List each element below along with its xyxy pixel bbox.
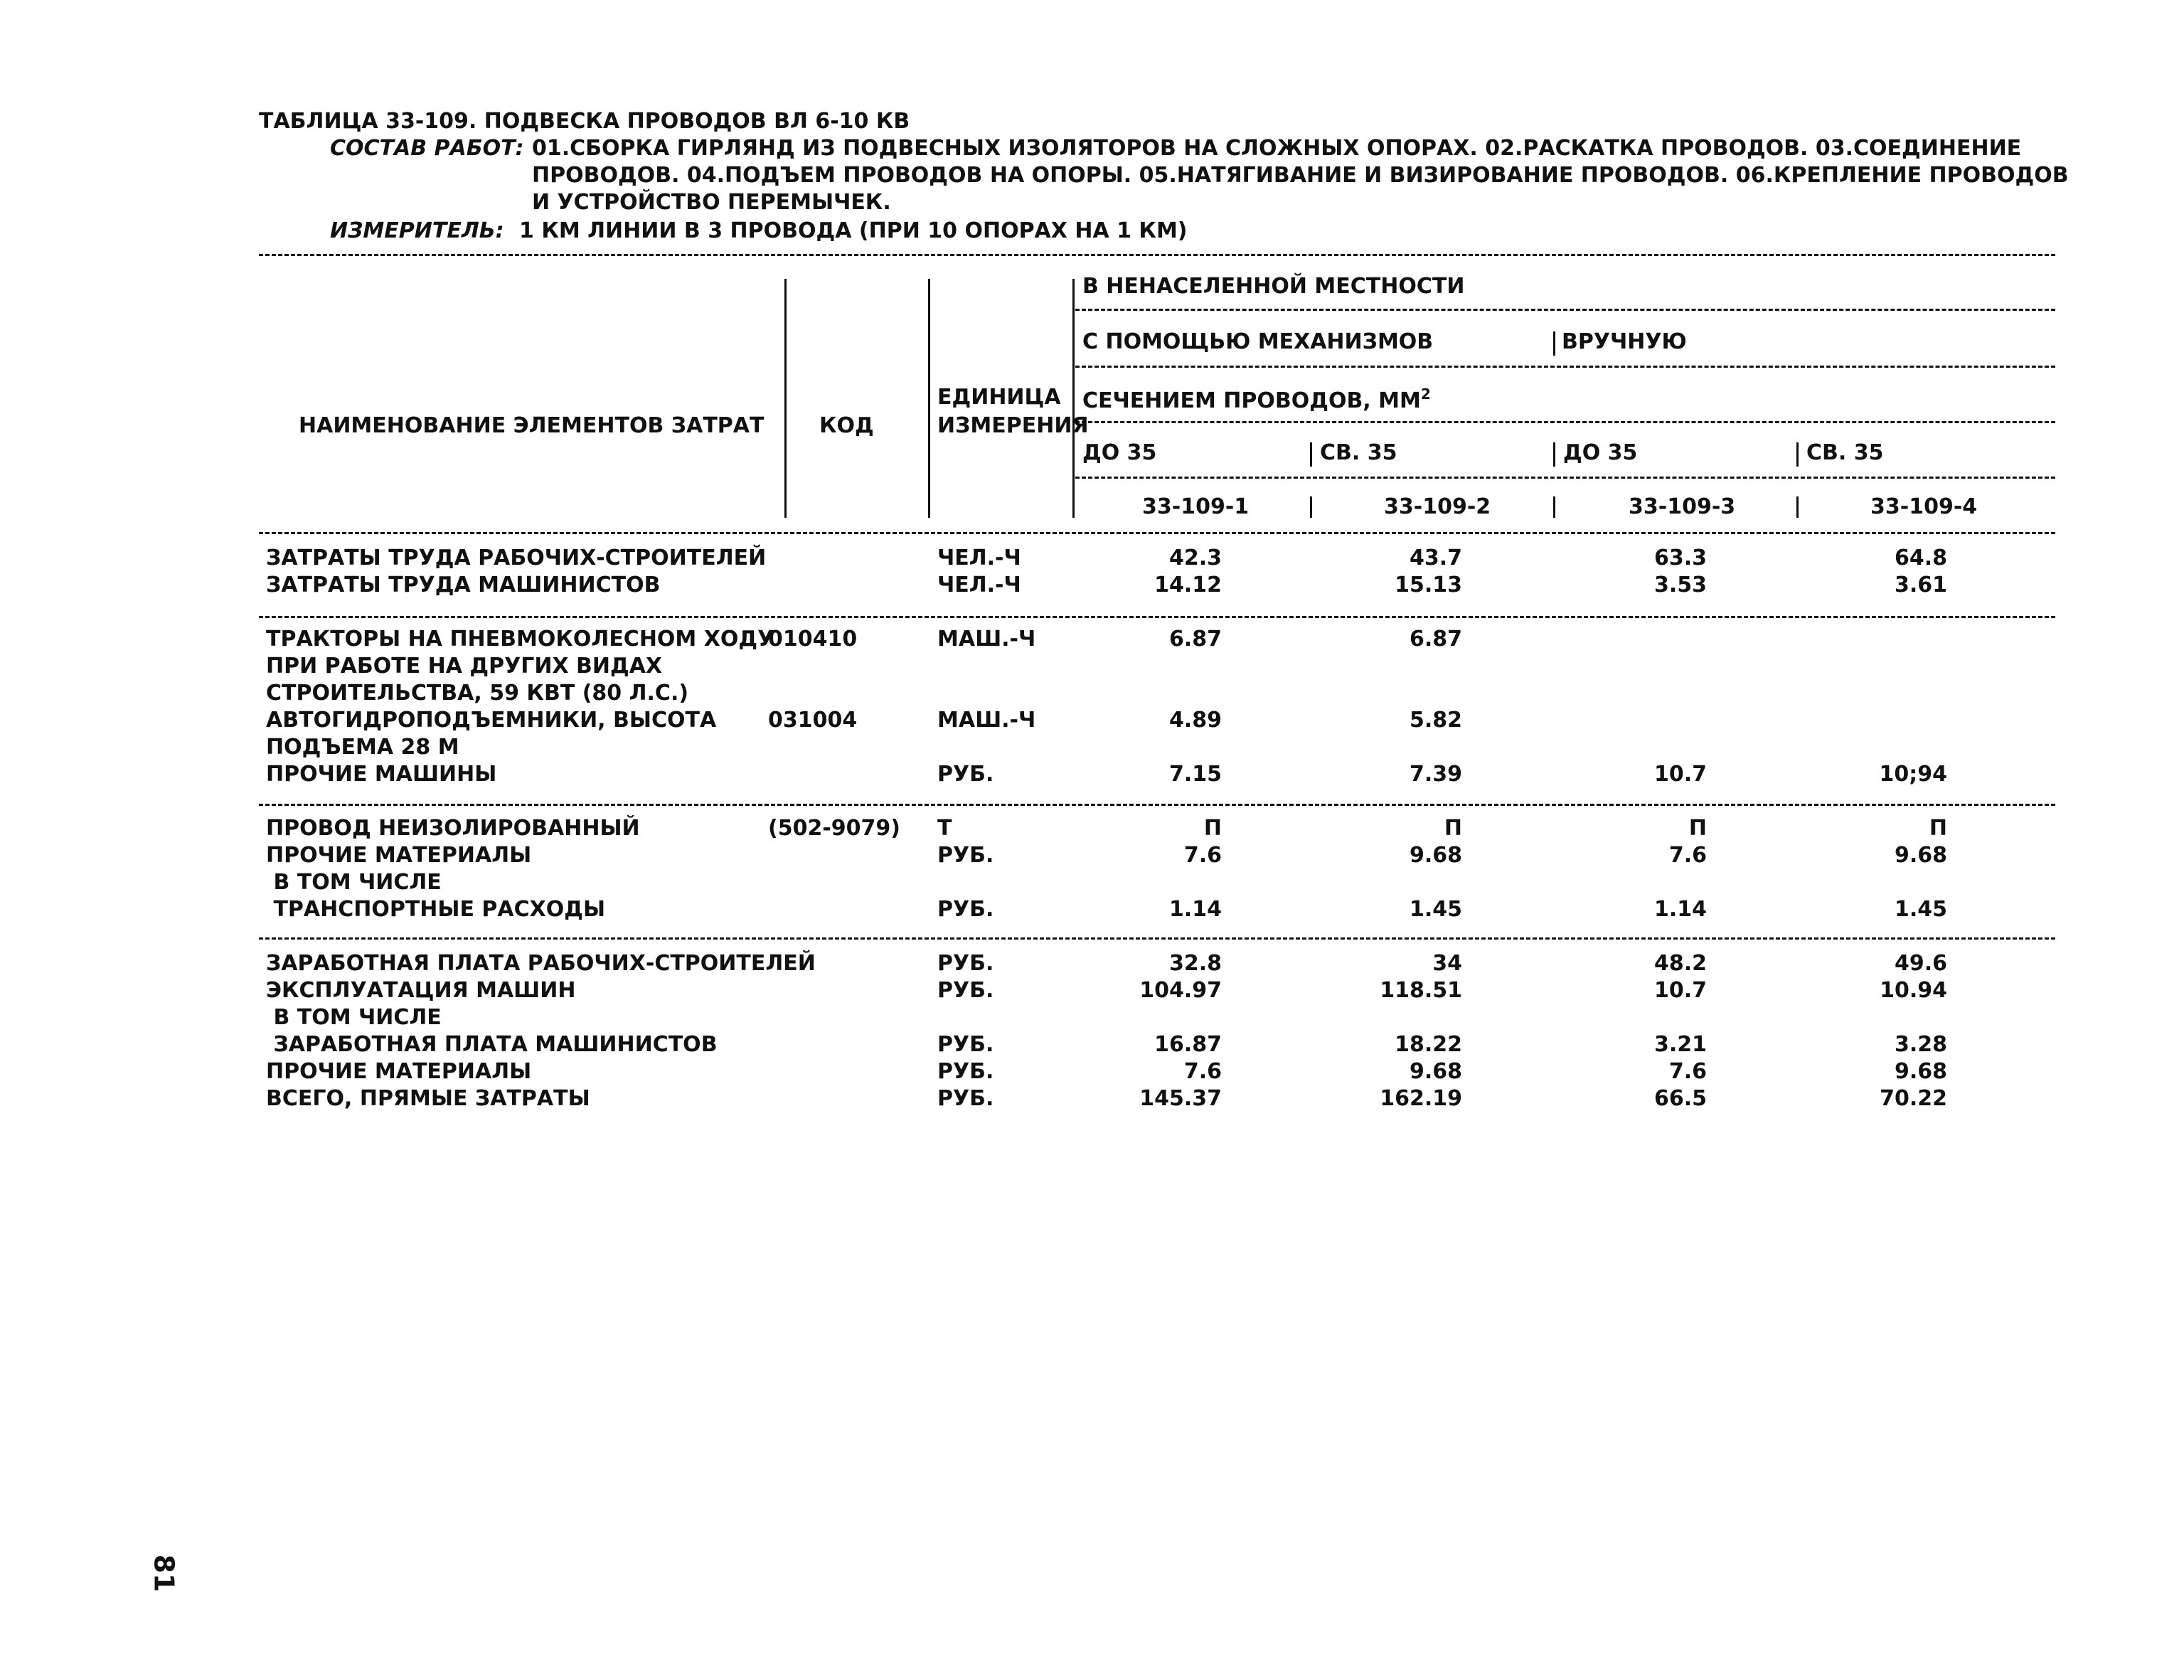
row-value-1: П	[1203, 816, 1222, 841]
row-unit: РУБ.	[937, 1032, 994, 1057]
row-value-2: 15.13	[1395, 573, 1462, 597]
header-section-text: СЕЧЕНИЕМ ПРОВОДОВ, ММ	[1082, 388, 1421, 413]
row-value-3: 1.14	[1653, 897, 1707, 922]
row-name: ТРАКТОРЫ НА ПНЕВМОКОЛЕСНОМ ХОДУ	[266, 627, 774, 652]
row-value-2: 118.51	[1380, 978, 1462, 1003]
header-section	[1082, 387, 1431, 412]
meter-label: ИЗМЕРИТЕЛЬ:	[330, 218, 504, 243]
row-value-2: 9.68	[1409, 1059, 1462, 1084]
row-value-4: П	[1929, 816, 1947, 841]
row-name: ПОДЪЕМА 28 М	[266, 735, 459, 760]
row-unit: РУБ.	[937, 978, 994, 1003]
row-value-1: 16.87	[1154, 1032, 1222, 1057]
header-sub-3: ДО 35	[1563, 440, 1638, 465]
col-divider	[1796, 442, 1799, 467]
row-name: ПРОВОД НЕИЗОЛИРОВАННЫЙ	[266, 816, 640, 841]
col-divider	[1310, 442, 1312, 467]
row-unit: РУБ.	[937, 1059, 994, 1084]
page-number: 81	[148, 1554, 180, 1593]
row-value-2: 34	[1432, 951, 1462, 976]
row-value-1: 42.3	[1168, 546, 1222, 570]
row-unit: ЧЕЛ.-Ч	[937, 546, 1021, 570]
col-divider	[1553, 496, 1555, 518]
row-name: ПРИ РАБОТЕ НА ДРУГИХ ВИДАХ	[266, 654, 663, 679]
rule	[1075, 421, 2055, 423]
col-divider	[928, 279, 930, 518]
row-unit: РУБ.	[937, 951, 994, 976]
row-value-3: 48.2	[1653, 951, 1707, 976]
row-value-2: 5.82	[1409, 708, 1462, 733]
row-code: 010410	[768, 627, 858, 652]
row-unit: Т	[937, 816, 952, 841]
composition-line-2: ПРОВОДОВ. 04.ПОДЪЕМ ПРОВОДОВ НА ОПОРЫ. 05.НАТЯГИВАНИЕ И ВИЗИРОВАНИЕ ПРОВОДОВ. 06.КРЕПЛЕНИЕ ПРОВОДОВ	[532, 163, 2069, 188]
row-name: В ТОМ ЧИСЛЕ	[266, 1005, 442, 1030]
rule	[259, 254, 2055, 256]
row-name: ЗАТРАТЫ ТРУДА РАБОЧИХ-СТРОИТЕЛЕЙ	[266, 546, 767, 570]
row-value-4: 3.28	[1894, 1032, 1947, 1057]
row-value-1: 7.6	[1183, 1059, 1222, 1084]
col-divider	[1553, 442, 1555, 467]
header-section-sup: 2	[1420, 386, 1431, 403]
row-name: ПРОЧИЕ МАТЕРИАЛЫ	[266, 1059, 532, 1084]
header-area: В НЕНАСЕЛЕННОЙ МЕСТНОСТИ	[1082, 274, 1465, 299]
row-name: ТРАНСПОРТНЫЕ РАСХОДЫ	[266, 897, 606, 922]
table-title: ТАБЛИЦА 33-109. ПОДВЕСКА ПРОВОДОВ ВЛ 6-10 КВ	[259, 109, 910, 134]
header-code-2: 33-109-2	[1384, 494, 1491, 519]
row-unit: МАШ.-Ч	[937, 708, 1036, 733]
header-code-4: 33-109-4	[1870, 494, 1978, 519]
row-value-1: 7.15	[1168, 762, 1222, 787]
row-value-3: 3.21	[1653, 1032, 1707, 1057]
row-value-4: 70.22	[1880, 1086, 1947, 1111]
row-value-4: 3.61	[1894, 573, 1947, 597]
row-value-2: 6.87	[1409, 627, 1462, 652]
row-value-2: 162.19	[1380, 1086, 1462, 1111]
row-value-3: П	[1688, 816, 1707, 841]
row-name: ПРОЧИЕ МАТЕРИАЛЫ	[266, 843, 532, 868]
row-name: АВТОГИДРОПОДЪЕМНИКИ, ВЫСОТА	[266, 708, 717, 733]
row-value-2: П	[1444, 816, 1462, 841]
row-value-4: 64.8	[1894, 546, 1947, 570]
header-manual: ВРУЧНУЮ	[1562, 329, 1687, 354]
row-name: ЭКСПЛУАТАЦИЯ МАШИН	[266, 978, 576, 1003]
rule	[1075, 309, 2055, 311]
col-divider	[784, 279, 787, 518]
rule	[1075, 366, 2055, 368]
row-unit: РУБ.	[937, 1086, 994, 1111]
row-value-2: 1.45	[1409, 897, 1462, 922]
rule	[1075, 477, 2055, 479]
col-header-unit-2: ИЗМЕРЕНИЯ	[937, 413, 1089, 438]
row-name: ЗАРАБОТНАЯ ПЛАТА РАБОЧИХ-СТРОИТЕЛЕЙ	[266, 951, 816, 976]
row-unit: ЧЕЛ.-Ч	[937, 573, 1021, 597]
row-value-2: 18.22	[1395, 1032, 1462, 1057]
composition-line-3: И УСТРОЙСТВО ПЕРЕМЫЧЕК.	[532, 190, 891, 215]
row-name: В ТОМ ЧИСЛЕ	[266, 870, 442, 895]
row-value-1: 14.12	[1154, 573, 1222, 597]
row-value-1: 7.6	[1183, 843, 1222, 868]
meter-value: 1 КМ ЛИНИИ В 3 ПРОВОДА (ПРИ 10 ОПОРАХ НА 1 КМ)	[519, 218, 1188, 243]
row-name: ВСЕГО, ПРЯМЫЕ ЗАТРАТЫ	[266, 1086, 590, 1111]
row-value-3: 10.7	[1653, 762, 1707, 787]
col-header-name: НАИМЕНОВАНИЕ ЭЛЕМЕНТОВ ЗАТРАТ	[299, 413, 765, 438]
row-value-4: 49.6	[1894, 951, 1947, 976]
row-unit: РУБ.	[937, 843, 994, 868]
row-value-2: 43.7	[1409, 546, 1462, 570]
row-value-1: 145.37	[1139, 1086, 1222, 1111]
header-sub-4: СВ. 35	[1806, 440, 1884, 465]
col-divider	[1310, 496, 1312, 518]
row-value-1: 104.97	[1139, 978, 1222, 1003]
row-name: СТРОИТЕЛЬСТВА, 59 КВТ (80 Л.С.)	[266, 681, 689, 706]
row-value-1: 6.87	[1168, 627, 1222, 652]
row-value-1: 4.89	[1168, 708, 1222, 733]
rule	[259, 937, 2055, 940]
col-divider	[1072, 279, 1075, 518]
rule	[259, 616, 2055, 618]
col-divider	[1553, 331, 1555, 356]
col-header-unit-1: ЕДИНИЦА	[937, 385, 1061, 410]
row-code: 031004	[768, 708, 858, 733]
row-value-4: 9.68	[1894, 843, 1947, 868]
row-value-4: 10.94	[1880, 978, 1947, 1003]
row-unit: РУБ.	[937, 897, 994, 922]
header-sub-1: ДО 35	[1082, 440, 1157, 465]
row-value-3: 63.3	[1653, 546, 1707, 570]
rule	[259, 532, 2055, 534]
rule	[259, 804, 2055, 806]
row-name: ЗАРАБОТНАЯ ПЛАТА МАШИНИСТОВ	[266, 1032, 718, 1057]
row-value-2: 9.68	[1409, 843, 1462, 868]
row-unit: РУБ.	[937, 762, 994, 787]
col-divider	[1796, 496, 1799, 518]
row-value-1: 1.14	[1168, 897, 1222, 922]
row-unit: МАШ.-Ч	[937, 627, 1036, 652]
header-code-1: 33-109-1	[1142, 494, 1250, 519]
header-mech: С ПОМОЩЬЮ МЕХАНИЗМОВ	[1082, 329, 1434, 354]
row-value-3: 7.6	[1668, 843, 1707, 868]
row-value-1: 32.8	[1168, 951, 1222, 976]
row-value-4: 1.45	[1894, 897, 1947, 922]
row-value-4: 9.68	[1894, 1059, 1947, 1084]
col-header-code: КОД	[819, 413, 874, 438]
composition-label: СОСТАВ РАБОТ:	[330, 136, 524, 161]
composition-line-1: 01.СБОРКА ГИРЛЯНД ИЗ ПОДВЕСНЫХ ИЗОЛЯТОРОВ НА СЛОЖНЫХ ОПОРАХ. 02.РАСКАТКА ПРОВОДОВ. 03.СОЕДИНЕНИЕ	[532, 136, 2022, 161]
row-value-3: 66.5	[1653, 1086, 1707, 1111]
header-sub-2: СВ. 35	[1320, 440, 1397, 465]
row-value-3: 7.6	[1668, 1059, 1707, 1084]
row-code: (502-9079)	[768, 816, 900, 841]
header-code-3: 33-109-3	[1629, 494, 1736, 519]
row-name: ПРОЧИЕ МАШИНЫ	[266, 762, 497, 787]
row-value-3: 10.7	[1653, 978, 1707, 1003]
row-value-4: 10;94	[1879, 762, 1947, 787]
row-value-2: 7.39	[1409, 762, 1462, 787]
row-value-3: 3.53	[1653, 573, 1707, 597]
row-name: ЗАТРАТЫ ТРУДА МАШИНИСТОВ	[266, 573, 661, 597]
